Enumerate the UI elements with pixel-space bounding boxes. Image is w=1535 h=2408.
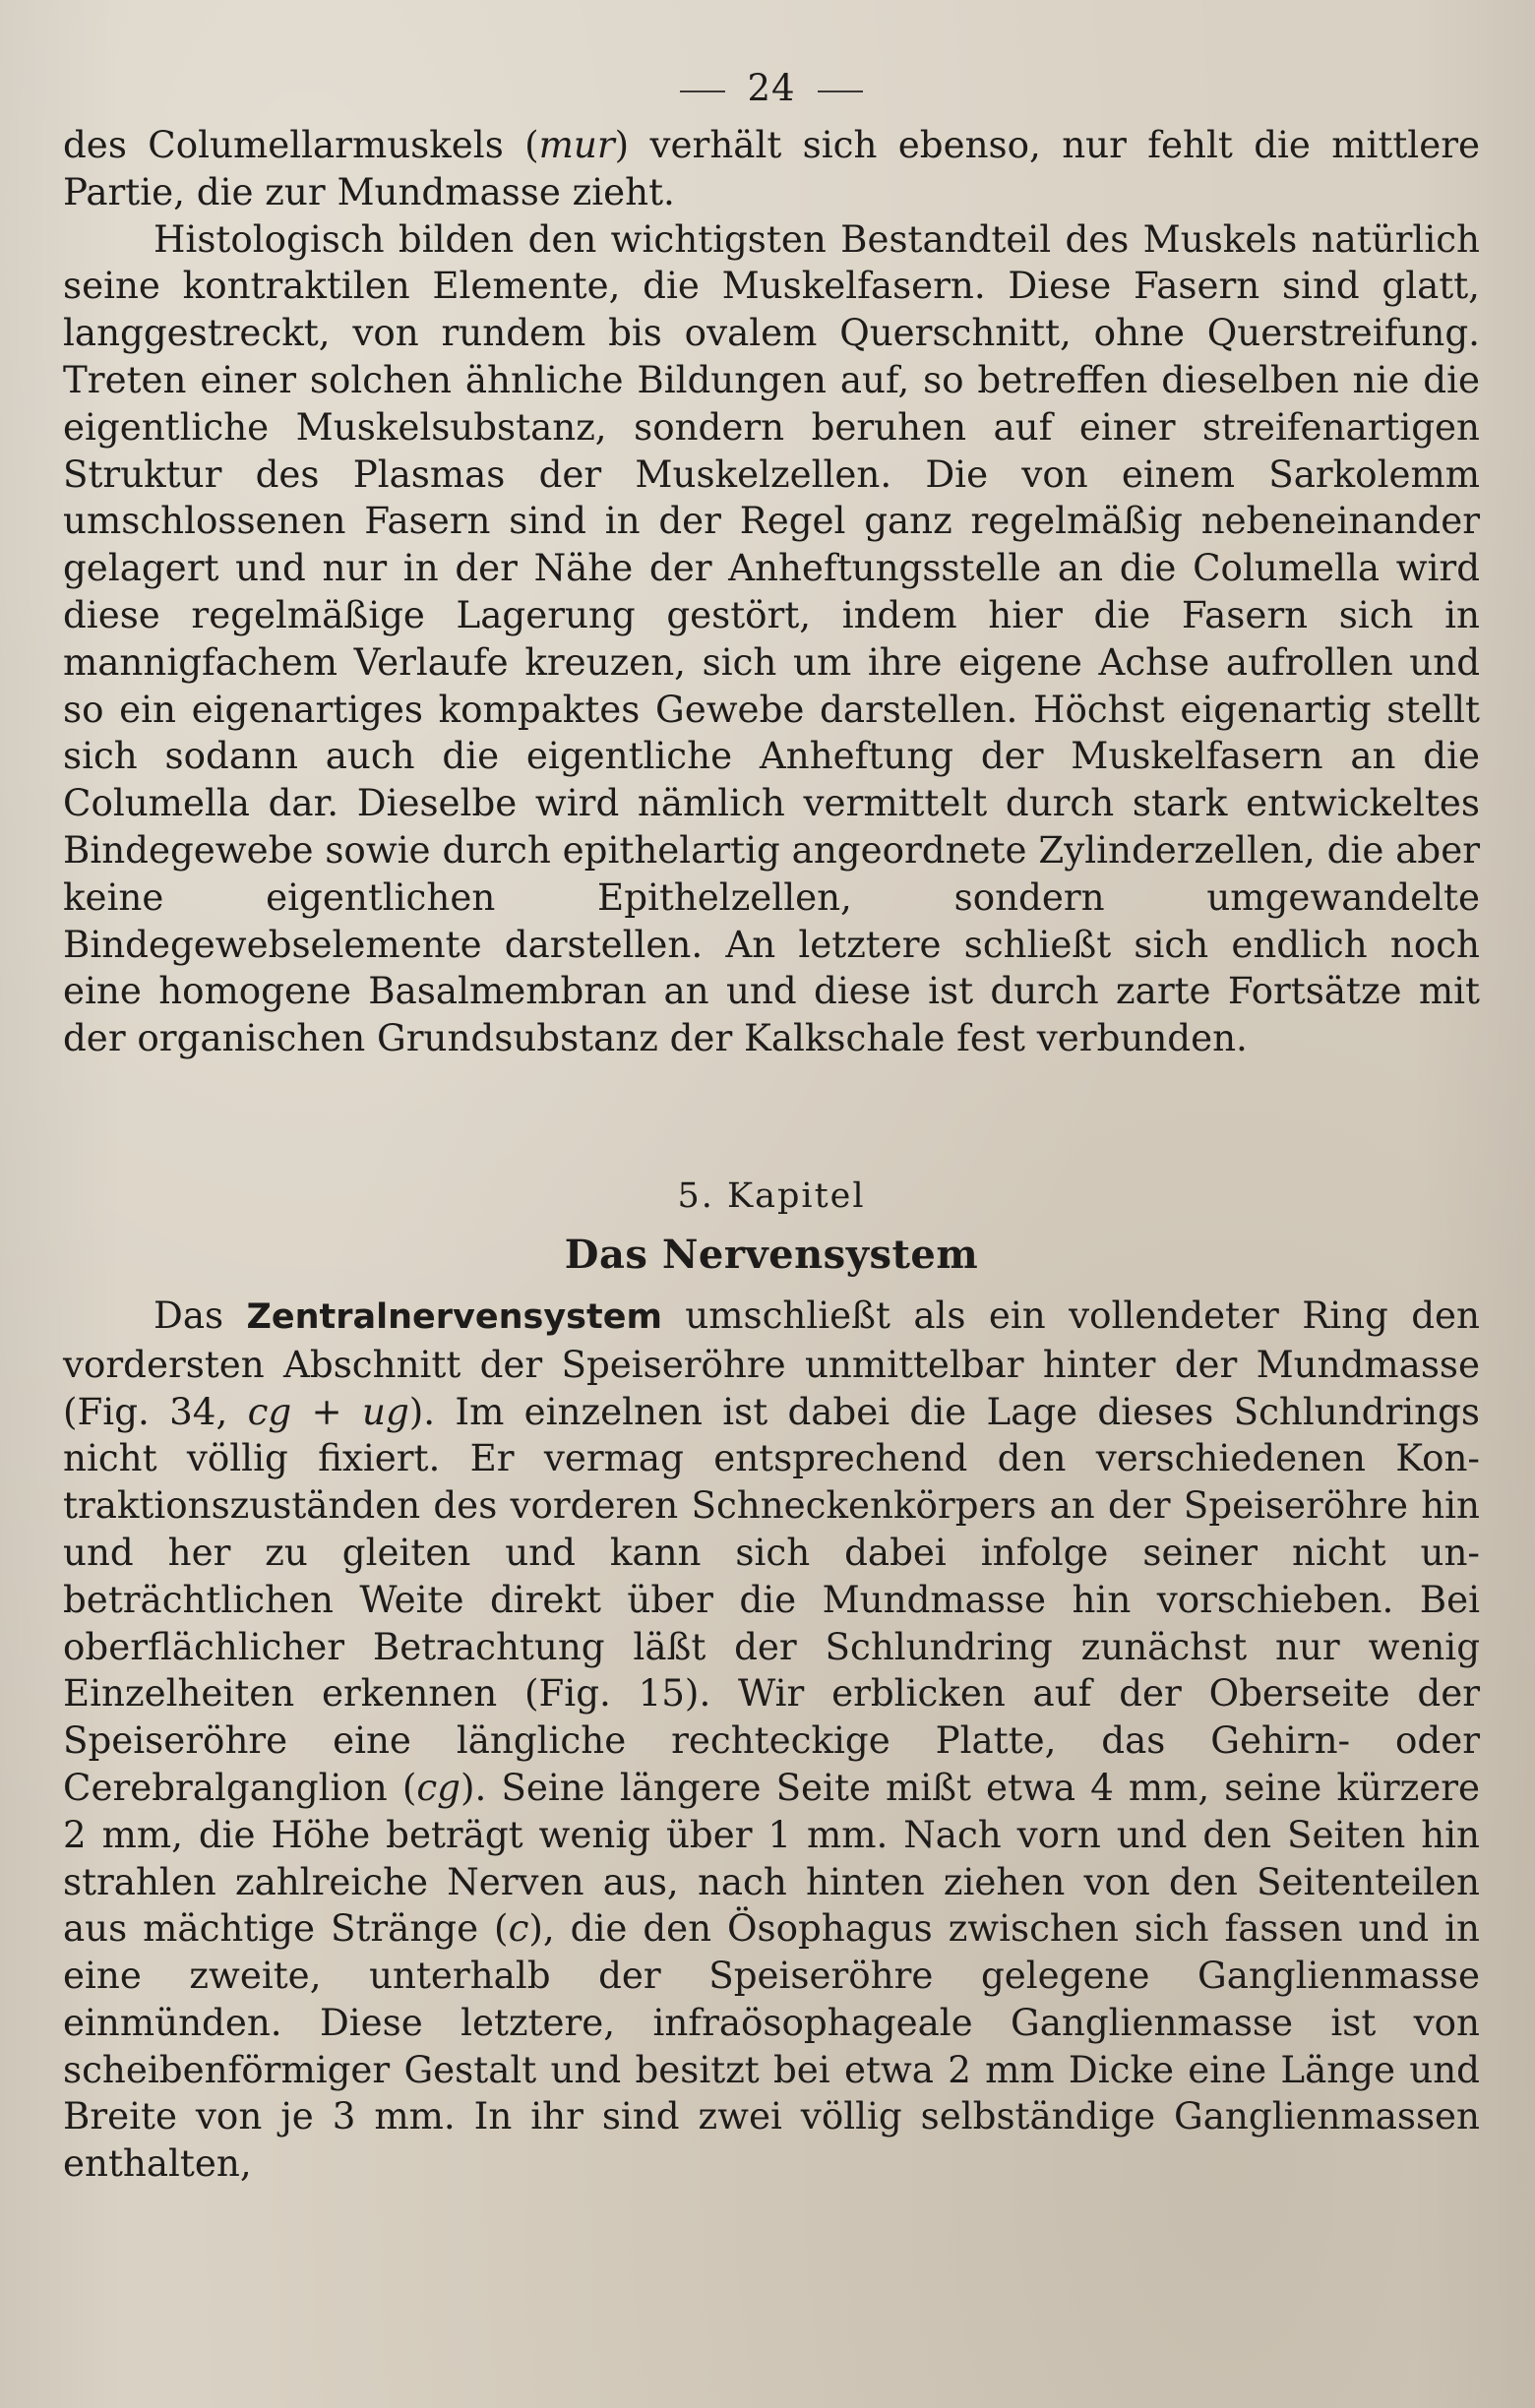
text-span: ), die den Ösophagus zwischen sich fassen und in eine zweite, unterhalb der Speiseröhre gelegene Ganglienmasse einmünden. Diese letztere, infraösophageale Ganglienmasse ist von scheibenförmiger Gestalt und besitzt bei etwa 2 mm Dicke eine Länge und Breite von je 3 mm. In ihr sind zwei völlig selbständige Ganglienmassen enthalten, xyxy=(63,1906,1481,2186)
italic-abbreviation: mur xyxy=(538,123,615,166)
paragraph-nervous-system xyxy=(63,1293,1480,2188)
book-page xyxy=(63,65,1480,2188)
text-span: des Columellarmuskels ( xyxy=(63,123,539,166)
italic-abbreviation: c xyxy=(508,1906,529,1951)
chapter-heading xyxy=(63,1173,1480,1285)
page-number: 24 xyxy=(747,67,796,109)
text-span: ). Im einzelnen ist dabei die Lage dieses Schlundrings nicht völlig fixiert. Er vermag entsprechend den verschiedenen Kontraktionszuständen des vorderen Schneckenkörpers an der Speiseröhre hin und her zu gleiten und kann sich dabei infolge seiner nicht unbeträchtlichen Weite direkt über die Mundmasse hin vorschieben. Bei oberflächlicher Betrachtung läßt der Schlundring zunächst nur wenig Einzelheiten erkennen (Fig. 15). Wir erblicken auf der Oberseite der Speiseröhre eine längliche rechteckige Platte, das Gehirn- oder Cerebralganglion ( xyxy=(63,1389,1480,1809)
page-number-header xyxy=(63,65,1480,122)
paragraph-muscle-continuation xyxy=(63,122,1480,216)
chapter-label: 5. Kapitel xyxy=(677,1175,866,1216)
italic-figure-reference: cg + ug xyxy=(247,1389,409,1433)
chapter-title: Das Nervensystem xyxy=(564,1231,979,1278)
header-dash-right xyxy=(818,90,863,92)
text-span: ) verhält sich ebenso, nur fehlt die mittlere Partie, die zur Mundmasse zieht. xyxy=(63,123,1480,213)
header-dash-left xyxy=(680,90,725,92)
text-span: ). Seine längere Seite mißt etwa 4 mm, seine kürzere 2 mm, die Höhe beträgt wenig über 1 mm. Nach vorn und den Seiten hin strahlen zahlreiche Nerven aus, nach hinten ziehen von den Seitenteilen aus mächtige Stränge ( xyxy=(63,1765,1480,1951)
bold-term: Zentralnervensystem xyxy=(246,1296,662,1337)
text-span: Das xyxy=(154,1293,247,1337)
italic-abbreviation: cg xyxy=(416,1765,460,1809)
paragraph-histology: Histologisch bilden den wichtigsten Bestandteil des Muskels natürlich seine kontraktilen Elemente, die Muskelfasern. Diese Fasern sind glatt, langgestreckt, von rundem bis ovalem Querschnitt, ohne Querstreifung. Treten einer solchen ähnliche Bildungen auf, so betreffen dieselben nie die eigentliche Muskelsubstanz, sondern beruhen auf einer streifenartigen Struktur des Plasmas der Muskelzellen. Die von einem Sarkolemm umschlossenen Fasern sind in der Regel ganz regelmäßig nebeneinander gelagert und nur in der Nähe der Anheftungsstelle an die Columella wird diese regelmäßige Lagerung gestört, indem hier die Fasern sich in mannigfachem Verlaufe kreuzen, sich um ihre eigene Achse aufrollen und so ein eigenartiges kompaktes Gewebe darstellen. Höchst eigenartig stellt sich sodann auch die eigentliche Anheftung der Muskelfasern an die Columella dar. Dieselbe wird nämlich vermittelt durch stark entwickeltes Bindegewebe sowie durch epithelartig angeordnete Zylinderzellen, die aber keine eigentlichen Epithelzellen, sondern umgewandelte Bindegewebselemente darstellen. An letztere schließt sich endlich noch eine homogene Basalmembran an und diese ist durch zarte Fortsätze mit der organischen Grundsubstanz der Kalkschale fest verbunden. xyxy=(63,216,1480,1060)
text-span: umschließt als ein vollendeter Ring den vordersten Abschnitt der Speiseröhre unmittelbar hinter der Mundmasse (Fig. 34, xyxy=(63,1293,1480,1433)
